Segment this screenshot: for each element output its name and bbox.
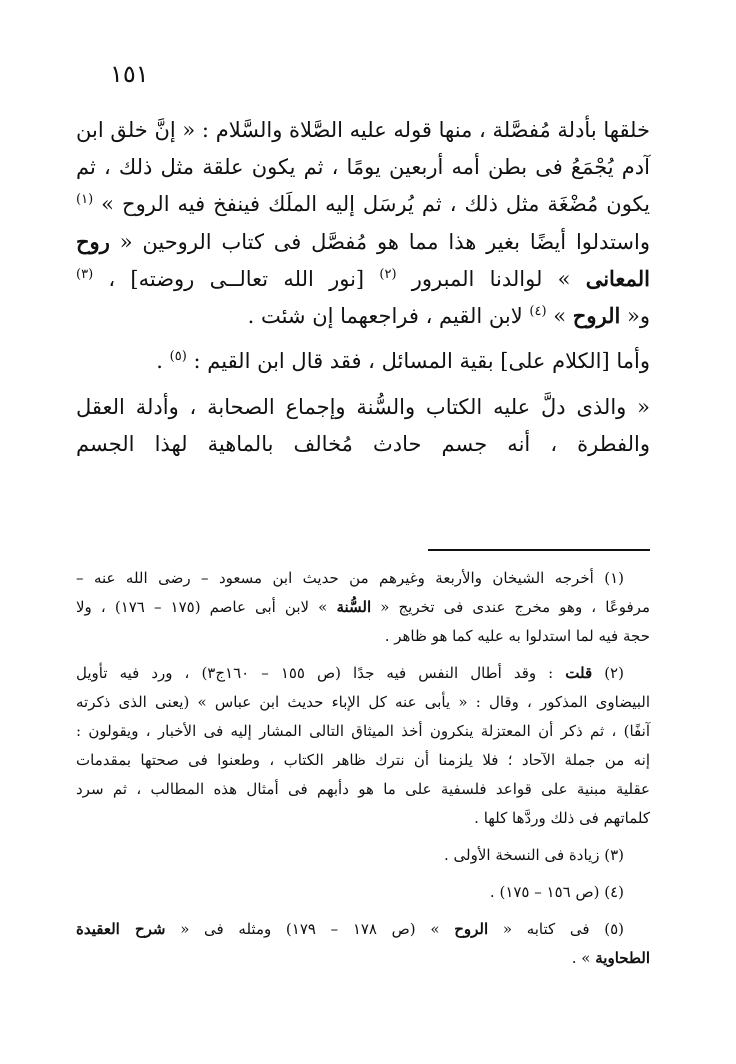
bold-word: قلت xyxy=(565,664,593,682)
text-segment: آدم يُجْمَعُ فى بطن أمه أربعين يومًا ، ثم يكون علقة مثل ذلك ، ثم xyxy=(76,155,650,179)
text-line xyxy=(76,112,650,149)
text-line xyxy=(76,343,650,380)
main-text xyxy=(76,112,650,463)
text-segment: » . xyxy=(571,949,591,967)
text-segment: والفطرة ، أنه جسم حادث مُخالف بالماهية لهذا الجسم xyxy=(76,432,650,456)
text-segment: عقلية مبنية على قواعد فلسفية على ما هو دأبهم فى أمثال هذه المطالب ، ثم سرد xyxy=(76,780,650,798)
book-title: الروح xyxy=(454,920,489,938)
book-title: الروح xyxy=(572,303,621,328)
text-segment: » لابن أبى عاصم (١٧٥ – ١٧٦) ، ولا xyxy=(76,598,328,616)
text-line xyxy=(76,260,650,297)
text-line xyxy=(76,297,650,334)
text-segment: (٥) فى كتابه « xyxy=(502,920,624,938)
footnote-line xyxy=(76,804,650,833)
text-segment: » (ص ١٧٨ – ١٧٩) ومثله فى « xyxy=(180,920,440,938)
footnote-line xyxy=(76,593,650,622)
text-segment: . xyxy=(156,349,163,373)
book-title: المعانى xyxy=(585,266,650,291)
footnote-separator xyxy=(428,549,650,551)
text-line xyxy=(76,149,650,186)
text-segment: واستدلوا أيضًا بغير هذا مما هو مُفصَّل فى كتاب الروحين « xyxy=(119,230,650,254)
text-line xyxy=(76,426,650,463)
footnote-ref: (٣) xyxy=(76,267,94,282)
footnote-ref: (١) xyxy=(76,192,94,207)
footnote-line xyxy=(76,622,650,651)
text-segment: حجة فيه لما استدلوا به عليه كما هو ظاهر . xyxy=(384,627,650,645)
footnote-line xyxy=(76,944,650,973)
text-segment: « والذى دلَّ عليه الكتاب والسُّنة وإجماع الصحابة ، وأدلة العقل xyxy=(76,395,650,419)
text-segment: : وقد أطال النفس فيه جدًا (ص ١٥٥ – ١٦٠ج٣) ، ورد فيه تأويل xyxy=(76,664,554,682)
text-segment: و« xyxy=(627,304,650,328)
text-segment: (٤) (ص ١٥٦ – ١٧٥) . xyxy=(489,883,624,901)
book-title: شرح العقيدة xyxy=(76,920,166,938)
footnote-ref: (٢) xyxy=(379,267,397,282)
footnote-line xyxy=(76,659,650,688)
text-segment: » xyxy=(553,304,567,328)
footnote-line xyxy=(76,746,650,775)
text-segment: (٣) زيادة فى النسخة الأولى . xyxy=(444,846,624,864)
footnote-line xyxy=(76,878,650,907)
text-segment: » لوالدنا المبرور xyxy=(411,267,571,291)
text-line xyxy=(76,186,650,223)
footnote-line xyxy=(76,688,650,717)
book-title: الطحاوية xyxy=(595,949,650,967)
page-number: ١٥١ xyxy=(110,60,149,88)
text-segment: خلقها بأدلة مُفصَّلة ، منها قوله عليه الصَّلاة والسَّلام : « إنَّ خلق ابن xyxy=(76,118,650,142)
text-segment: (٢) xyxy=(604,664,624,682)
text-segment: البيضاوى المذكور ، وقال : « يأبى عنه كل الإباء حديث ابن عباس » (يعنى الذى ذكرته xyxy=(76,693,650,711)
footnotes xyxy=(76,564,650,973)
text-segment: كلماتهم فى ذلك وردَّها كلها . xyxy=(474,809,650,827)
footnote-ref: (٥) xyxy=(169,349,187,364)
text-segment: لابن القيم ، فراجعهما إن شئت . xyxy=(247,304,523,328)
footnote-line xyxy=(76,717,650,746)
footnote-line xyxy=(76,915,650,944)
text-segment: [نور الله تعالــى روضته] ، xyxy=(108,267,365,291)
text-line xyxy=(76,223,650,260)
text-segment: آنفًا) ، ثم ذكر أن المعتزلة ينكرون أخذ الميثاق التالى المشار إليه فى الأخبار ، ويقولون : xyxy=(76,722,650,740)
text-segment: يكون مُضْغَة مثل ذلك ، ثم يُرسَل إليه الملَك فينفخ فيه الروح » xyxy=(101,192,650,216)
footnote-line xyxy=(76,841,650,870)
text-segment: (١) أخرجه الشيخان والأربعة وغيرهم من حديث ابن مسعود – رضى الله عنه – xyxy=(76,569,624,587)
text-segment: إنه من جملة الآحاد ؛ فلا يلزمنا أن نترك ظاهر الكتاب ، وطعنوا فى صحتها بمقدمات xyxy=(76,751,650,769)
book-title: روح xyxy=(76,229,110,254)
footnote-line xyxy=(76,775,650,804)
book-title: السُّنة xyxy=(336,598,372,616)
text-segment: وأما [الكلام على] بقية المسائل ، فقد قال ابن القيم : xyxy=(193,349,650,373)
text-segment: مرفوعًا ، وهو مخرج عندى فى تخريج « xyxy=(380,598,650,616)
footnote-ref: (٤) xyxy=(529,304,547,319)
footnote-line xyxy=(76,564,650,593)
text-line xyxy=(76,389,650,426)
